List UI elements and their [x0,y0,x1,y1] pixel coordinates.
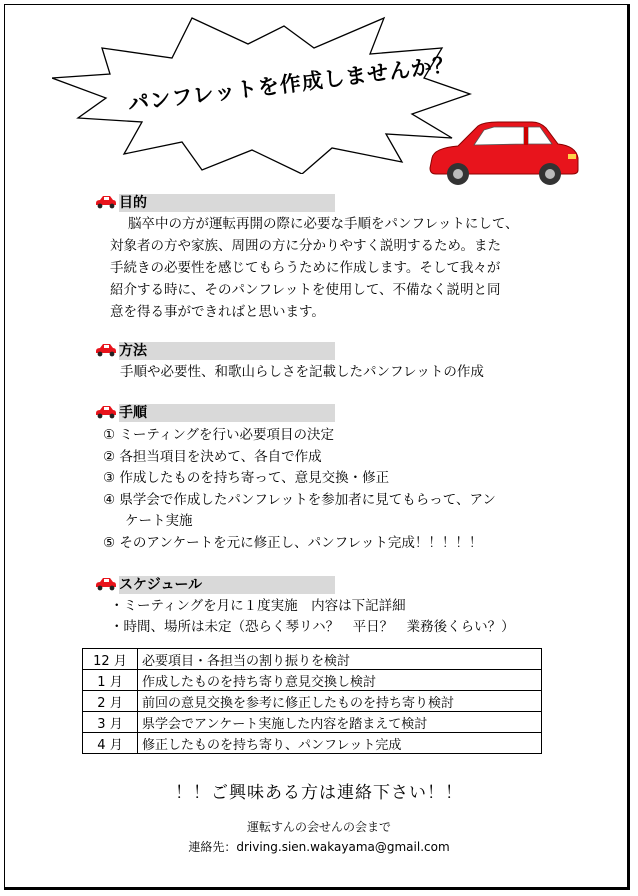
purpose-line-5: 意を得る事ができればと思います。 [110,304,325,320]
procedure-heading [119,404,335,422]
footer-contact: 連絡先：driving.sien.wakayama@gmail.com [188,840,450,854]
schedule-table [82,648,542,754]
step-3: ③ 作成したものを持ち寄って、意見交換・修正 [103,470,390,486]
table-row [83,712,542,733]
step-1: ① ミーティングを行い必要項目の決定 [103,427,335,443]
row-month: 2 月 [83,691,138,712]
schedule-heading [119,576,335,594]
schedule-note-2: ・時間、場所は未定（恐らく琴リハ？ 平日？ 業務後くらい？） [110,619,515,635]
step-2: ② 各担当項目を決めて、各自で作成 [103,448,322,465]
schedule-note-1: ・ミーティングを月に１度実施 内容は下記詳細 [110,598,406,614]
row-content: 必要項目・各担当の割り振りを検討 [138,649,542,670]
procedure-steps [103,425,496,554]
car-illustration [428,118,580,188]
row-month: 1 月 [83,670,138,691]
purpose-line-3: 手続きの必要性を感じてもらうために作成します。そして我々が [110,260,501,276]
purpose-heading [119,194,335,212]
call-to-action: ！！ご興味ある方は連絡下さい！！ [175,783,463,803]
purpose-line-1: 脳卒中の方が運転再開の際に必要な手順をパンフレットにして、 [128,216,519,232]
footer-org: 運転すんの会せんの会まで [246,820,391,834]
step-4: ④ 県学会で作成したパンフレットを参加者に見てもらって、アン [103,491,496,508]
row-content: 前回の意見交換を参考に修正したものを持ち寄り検討 [138,691,542,712]
row-month: 3 月 [83,712,138,733]
car-icon [95,195,117,209]
table-row [83,670,542,691]
row-month: 4 月 [83,733,138,754]
purpose-line-4: 紹介する時に、そのパンフレットを使用して、不備なく説明と同 [110,282,501,298]
car-icon [95,577,117,591]
row-content: 県学会でアンケート実施した内容を踏まえて検討 [138,712,542,733]
schedule-section [95,576,337,594]
method-heading-label: 方法 [119,343,147,359]
purpose-section [95,194,337,212]
procedure-heading-label: 手順 [119,405,147,421]
page-title: パンフレットを作成しませんか？ [126,51,457,116]
car-icon [95,405,117,419]
row-content: 作成したものを持ち寄り意見交換し検討 [138,670,542,691]
purpose-heading-label: 目的 [119,195,147,211]
method-heading [119,342,335,360]
table-row [83,691,542,712]
schedule-heading-label: スケジュール [119,577,203,593]
purpose-line-2: 対象者の方や家族、周囲の方に分かりやすく説明するため。また [110,238,501,254]
table-row [83,649,542,670]
step-4-cont: ケート実施 [125,513,193,529]
row-content: 修正したものを持ち寄り、パンフレット完成 [138,733,542,754]
method-text: 手順や必要性、和歌山らしさを記載したパンフレットの作成 [120,364,484,380]
table-row [83,733,542,754]
car-icon [95,343,117,357]
method-section [95,342,337,360]
step-5: ⑤ そのアンケートを元に修正し、パンフレット完成！！！！！ [103,534,483,551]
procedure-section [95,404,337,422]
row-month: 12 月 [83,649,138,670]
